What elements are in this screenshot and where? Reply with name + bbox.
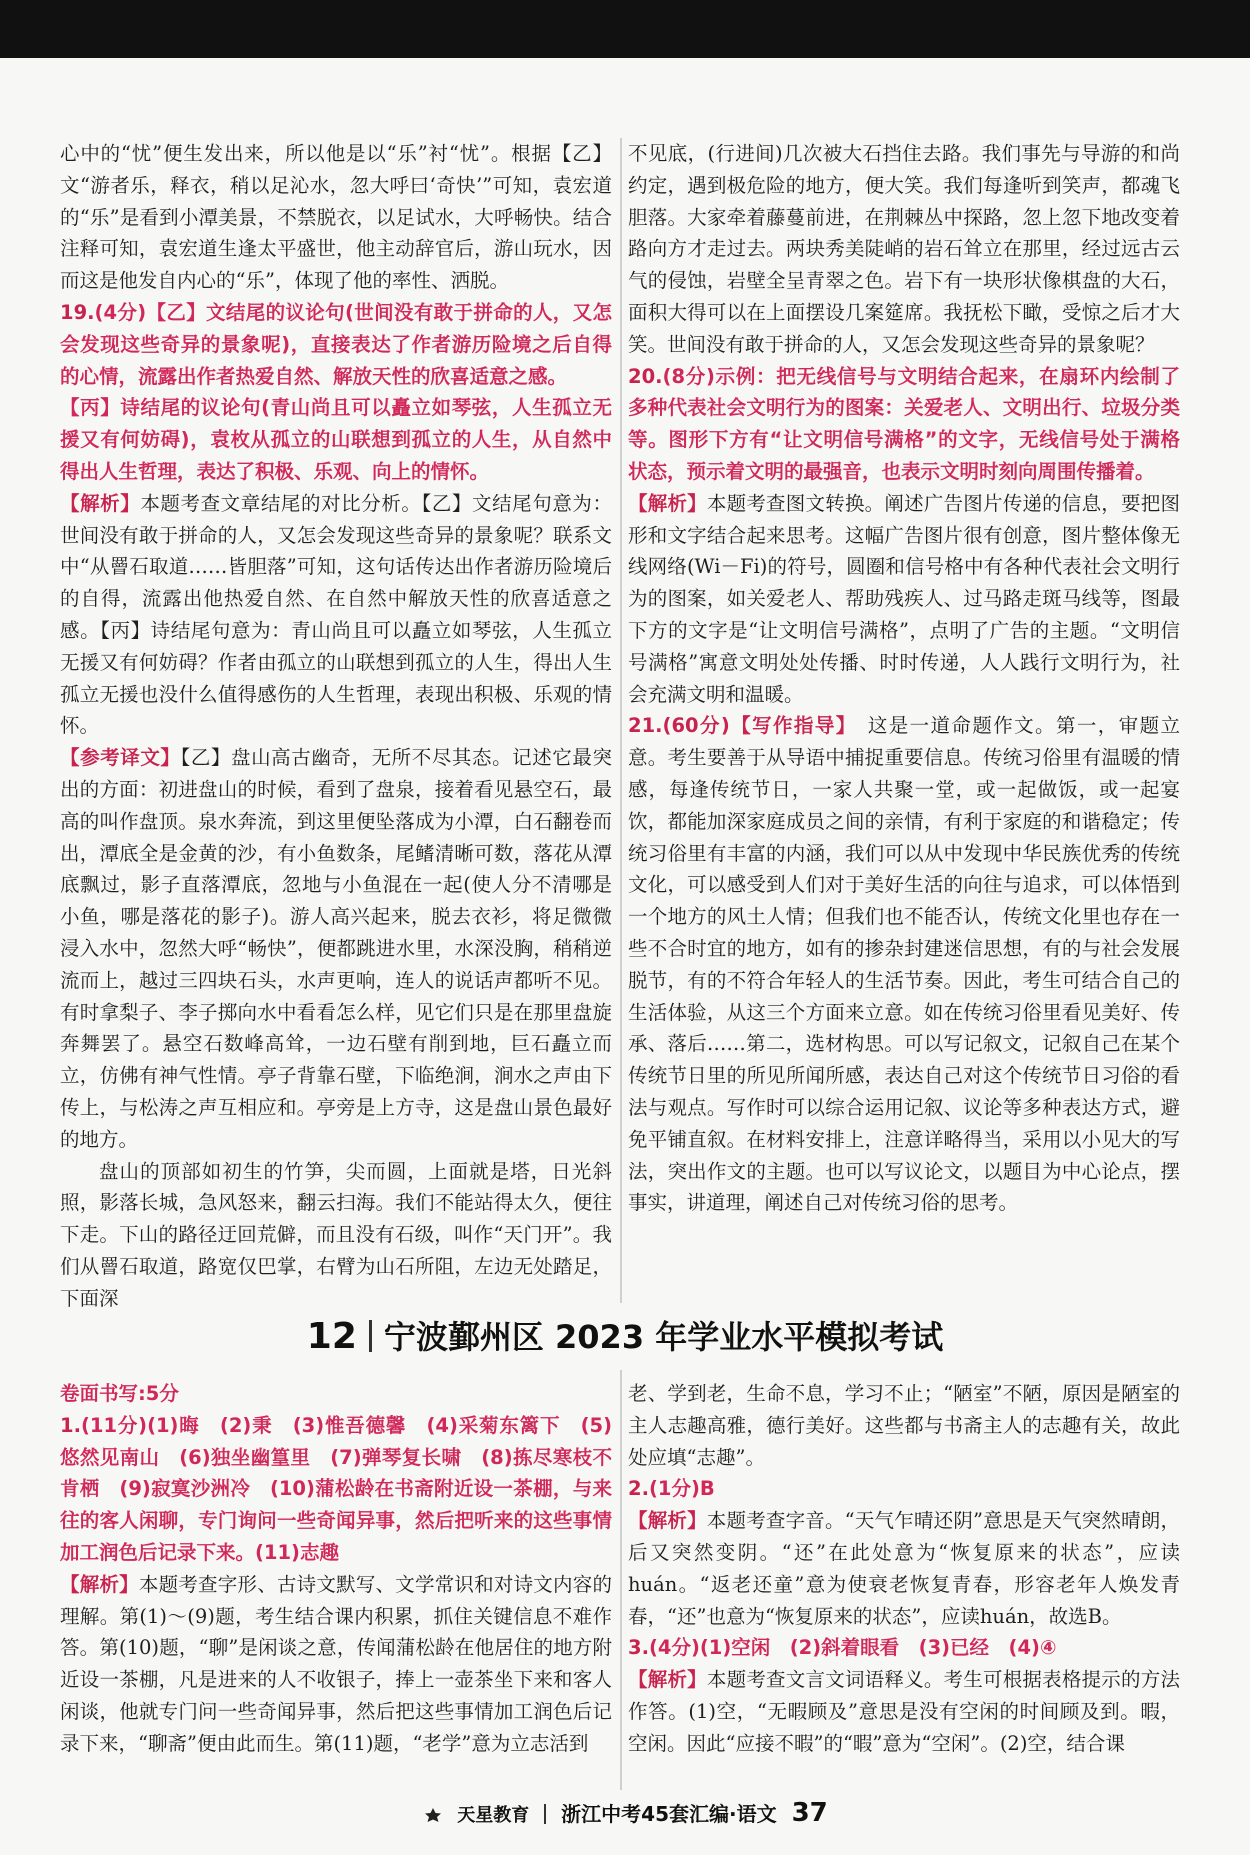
- translation-continued: 不见底，(行进间)几次被大石挡住去路。我们事先与导游的和尚约定，遇到极危险的地方，便大笑。我们每逢听到笑声，都魂飞胆落。大家牵着藤蔓前进，在荆棘丛中探路，忽上忽下地改变着路向方才走过去。两块秀美陡峭的岩石耸立在那里，经过远古云气的侵蚀，岩壁全呈青翠之色。岩下有一块形状像棋盘的大石，面积大得可以在上面摆设几案筵席。我抚松下瞰，受惊之后才大笑。世间没有敢于拼命的人，又怎会发现这些奇异的景象呢？: [628, 142, 1180, 356]
- section-title-bar: [369, 1320, 372, 1352]
- q3-answer: [628, 1632, 1180, 1664]
- section-heading: [0, 1312, 1250, 1358]
- q1-answer-text: (11分)(1)晦 (2)秉 (3)惟吾德馨 (4)采菊东篱下 (5)悠然见南山 (6)独坐幽篁里 (7)弹琴复长啸 (8)拣尽寒枝不肯栖 (9)寂寞沙洲冷 (10)蒲松龄在书斋附近设一茶棚，与来往的客人闲聊，专门询问一些奇闻异事，然后把听来的这些事情加工润色后记录下来。(11)志趣: [60, 1413, 612, 1564]
- translation-text-1: 【乙】盘山高古幽奇，无所不尽其态。记述它最突出的方面：初进盘山的时候，看到了盘泉，接着看见悬空石，最高的叫作盘顶。泉水奔流，到这里便坠落成为小潭，白石翻卷而出，潭底全是金黄的沙，有小鱼数条，尾鳍清晰可数，落花从潭底飘过，影子直落潭底，忽地与小鱼混在一起(使人分不清哪是小鱼，哪是落花的影子)。游人高兴起来，脱去衣衫，将足微微浸入水中，忽然大呼“畅快”，便都跳进水里，水深没胸，稍稍逆流而上，越过三四块石头，水声更响，连人的说话声都听不见。有时拿梨子、李子掷向水中看看怎么样，见它们只是在那里盘旋奔舞罢了。悬空石数峰高耸，一边石壁有削到地，巨石矗立而立，仿佛有神气性情。亭子背靠石壁，下临绝涧，涧水之声由下传上，与松涛之声互相应和。亭旁是上方寺，这是盘山景色最好的地方。: [60, 746, 612, 1151]
- page-number: 37: [791, 1798, 828, 1828]
- page-footer: [0, 1798, 1250, 1828]
- q1-analysis-text: 本题考查字形、古诗文默写、文学常识和对诗文内容的理解。第(1)～(9)题，考生结合课内积累，抓住关键信息不难作答。第(10)题，“聊”是闲谈之意，传闻蒲松龄在他居住的地方附近设一茶棚，凡是进来的人不收银子，捧上一壶茶坐下来和客人闲谈，他就专门问一些奇闻异事，然后把这些事情加工润色后记录下来，“聊斋”便由此而生。第(11)题，“老学”意为立志活到: [60, 1572, 612, 1755]
- q2-number: 2.: [628, 1477, 649, 1501]
- footer-divider: [544, 1804, 546, 1824]
- q21-tag: (60分)【写作指导】: [662, 714, 847, 738]
- q1-analysis-tag: 【解析】: [60, 1572, 139, 1596]
- q20-analysis-text: 本题考查图文转换。阐述广告图片传递的信息，要把图形和文字结合起来思考。这幅广告图片很有创意，图片整体像无线网络(Wi－Fi)的符号，圆圈和信号格中有各种代表社会文明行为的图案，如关爱老人、帮助残疾人、过马路走斑马线等，图最下方的文字是“让文明信号满格”，点明了广告的主题。“文明信号满格”寓意文明处处传播、时时传递，人人践行文明行为，社会充满文明和温暖。: [628, 491, 1180, 706]
- q2-analysis-tag: 【解析】: [628, 1509, 707, 1533]
- translation-paragraph-1: [60, 742, 612, 1155]
- right-column-bottom: [628, 1378, 1180, 1760]
- q2-analysis-text: 本题考查字音。“天气乍晴还阴”意思是天气突然晴朗，后又突然变阴。“还”在此处意为“恢复原来的状态”，应读huán。“返老还童”意为使衰老恢复青春，形容老年人焕发青春，“还”也意为“恢复原来的状态”，应读huán，故选B。: [628, 1509, 1180, 1628]
- series-name: 浙江中考45套汇编·语文: [561, 1802, 777, 1826]
- section-title: 宁波鄞州区 2023 年学业水平模拟考试: [383, 1318, 944, 1356]
- q21-guidance: [628, 710, 1180, 1219]
- q20-analysis-tag: 【解析】: [628, 491, 707, 515]
- q19-answer-text-a: (4分)【乙】文结尾的议论句(世间没有敢于拼命的人，又怎会发现这些奇异的景象呢)，直接表达了作者游历险境之后自得的心情，流露出作者热爱自然、解放天性的欣喜适意之感。: [60, 300, 612, 388]
- top-black-border: [0, 0, 1250, 58]
- q21-text: 这是一道命题作文。第一，审题立意。考生要善于从导语中捕捉重要信息。传统习俗里有温暖的情感，每逢传统节日，一家人共聚一堂，或一起做饭，或一起宴饮，都能加深家庭成员之间的亲情，有利于家庭的和谐稳定；传统习俗里有丰富的内涵，我们可以从中发现中华民族优秀的传统文化，可以感受到人们对于美好生活的向往与追求，可以体悟到一个地方的风土人情；但我们也不能否认，传统文化里也存在一些不合时宜的地方，如有的掺杂封建迷信思想，有的与社会发展脱节，有的不符合年轻人的生活节奏。因此，考生可结合自己的生活体验，从这三个方面来立意。如在传统习俗里看见美好、传承、落后……第二，选材构思。可以写记叙文，记叙自己在某个传统节日里的所见所闻所感，表达自己对这个传统节日习俗的看法与观点。写作时可以综合运用记叙、议论等多种表达方式，避免平铺直叙。在材料安排上，注意详略得当，采用以小见大的写法，突出作文的主题。也可以写议论文，以题目为中心论点，摆事实，讲道理，阐述自己对传统习俗的思考。: [628, 714, 1180, 1215]
- brand-name: 天星教育: [457, 1805, 530, 1826]
- q2-answer-text: (1分)B: [648, 1477, 715, 1501]
- q3-analysis: [628, 1664, 1180, 1759]
- q19-analysis-tag: 【解析】: [60, 491, 141, 515]
- star-logo-icon: [422, 1807, 444, 1823]
- q1-analysis-continued: 老、学到老，生命不息，学习不止；“陋室”不陋，原因是陋室的主人志趣高雅，德行美好。这些都与书斋主人的志趣有关，故此处应填“志趣”。: [628, 1382, 1180, 1469]
- q20-answer: [628, 361, 1180, 488]
- handwriting-score-text: 卷面书写:5分: [60, 1382, 179, 1405]
- q1-answer: [60, 1410, 612, 1569]
- q1-number: 1.: [60, 1413, 81, 1437]
- q3-number: 3.: [628, 1636, 649, 1660]
- q19-analysis: [60, 488, 612, 742]
- column-divider-top: [620, 138, 622, 1303]
- column-divider-bottom: [620, 1370, 622, 1790]
- intro-paragraph: 心中的“忧”便生发出来，所以他是以“乐”衬“忧”。根据【乙】文“游者乐，释衣，稍以足沁水，忽大呼曰‘奇快’”可知，袁宏道的“乐”是看到小潭美景，不禁脱衣，以足试水，大呼畅快。结合注释可知，袁宏道生逢太平盛世，他主动辞官后，游山玩水，因而这是他发自内心的“乐”，体现了他的率性、洒脱。: [60, 142, 612, 293]
- translation-tag: 【参考译文】: [60, 746, 181, 770]
- left-column-bottom: [60, 1378, 612, 1760]
- q19-answer-b: [60, 392, 612, 487]
- q3-answer-text: (4分)(1)空闲 (2)斜着眼看 (3)已经 (4)④: [648, 1636, 1057, 1660]
- q3-analysis-tag: 【解析】: [628, 1668, 707, 1692]
- q2-analysis: [628, 1505, 1180, 1632]
- q3-analysis-text: 本题考查文言文词语释义。考生可根据表格提示的方法作答。(1)空，“无暇顾及”意思是没有空闲的时间顾及到。暇，空闲。因此“应接不暇”的“暇”意为“空闲”。(2)空，结合课: [628, 1668, 1180, 1755]
- section-number: 12: [306, 1316, 357, 1357]
- q20-analysis: [628, 488, 1180, 711]
- handwriting-score: [60, 1378, 612, 1410]
- q2-answer: [628, 1473, 1180, 1505]
- q19-analysis-text: 本题考查文章结尾的对比分析。【乙】文结尾句意为：世间没有敢于拼命的人，又怎会发现这些奇异的景象呢？联系文中“从罾石取道……皆胆落”可知，这句话传达出作者游历险境后的自得，流露出他热爱自然、在自然中解放天性的欣喜适意之感。【丙】诗结尾句意为：青山尚且可以矗立如琴弦，人生孤立无援又有何妨碍？作者由孤立的山联想到孤立的人生，得出人生孤立无援也没什么值得感伤的人生哲理，表现出积极、乐观的情怀。: [60, 491, 612, 738]
- right-column-top: [628, 138, 1180, 1219]
- q20-number: 20.: [628, 364, 663, 388]
- q19-number: 19.: [60, 300, 95, 324]
- translation-paragraph-2: 盘山的顶部如初生的竹笋，尖而圆，上面就是塔，日光斜照，影落长城，急风怒来，翻云扫海。我们不能站得太久，便往下走。下山的路径迂回荒僻，而且没有石级，叫作“天门开”。我们从罾石取道，路宽仅巴掌，右臂为山石所阻，左边无处踏足，下面深: [60, 1159, 612, 1310]
- left-column-top: [60, 138, 612, 1314]
- q1-analysis: [60, 1569, 612, 1760]
- q19-answer-a: [60, 297, 612, 392]
- q19-answer-text-b: 【丙】诗结尾的议论句(青山尚且可以矗立如琴弦，人生孤立无援又有何妨碍)，袁枚从孤立的山联想到孤立的人生，从自然中得出人生哲理，表达了积极、乐观、向上的情怀。: [60, 396, 612, 483]
- q20-answer-text: (8分)示例：把无线信号与文明结合起来，在扇环内绘制了多种代表社会文明行为的图案：关爱老人、文明出行、垃圾分类等。图形下方有“让文明信号满格”的文字，无线信号处于满格状态，预示着文明的最强音，也表示文明时刻向周围传播着。: [628, 364, 1180, 483]
- q21-number: 21.: [628, 714, 663, 738]
